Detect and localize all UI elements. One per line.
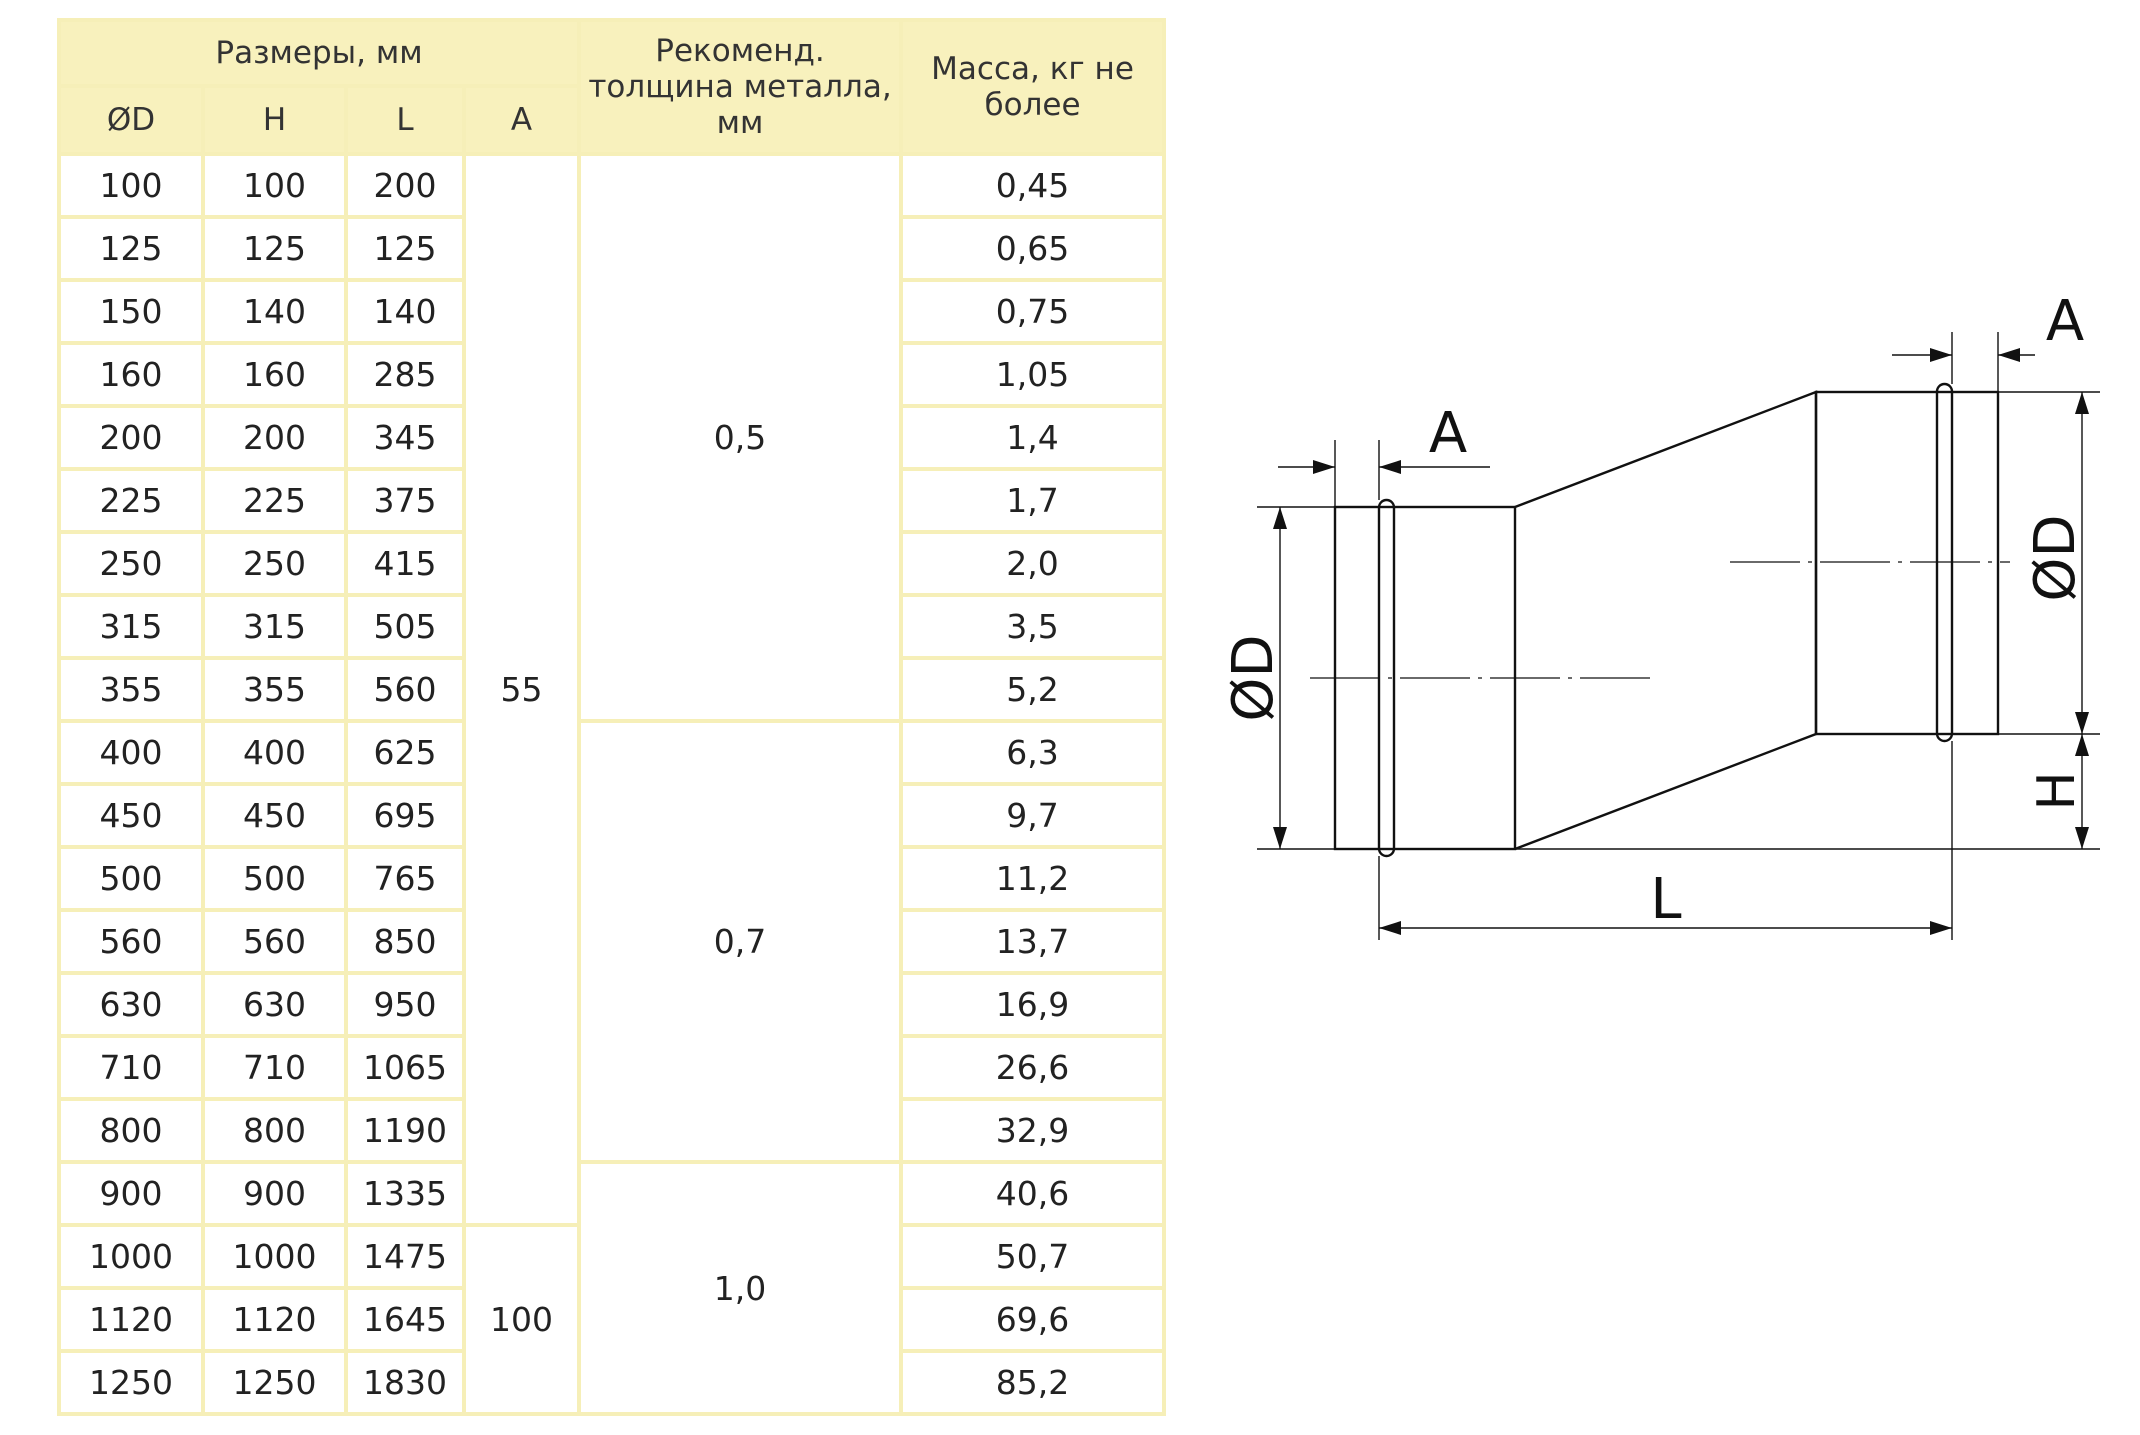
cell-l: 765 (346, 847, 464, 910)
cell-thickness: 1,0 (579, 1162, 901, 1414)
cell-h: 250 (203, 532, 346, 595)
cell-h: 100 (203, 154, 346, 217)
cell-mass: 3,5 (901, 595, 1164, 658)
cell-l: 345 (346, 406, 464, 469)
cell-mass: 0,45 (901, 154, 1164, 217)
spec-table (57, 18, 1166, 1416)
cell-l: 560 (346, 658, 464, 721)
cell-mass: 5,2 (901, 658, 1164, 721)
cell-l: 625 (346, 721, 464, 784)
mass-header: Масса, кг не более (901, 20, 1164, 154)
reducer-drawing (1221, 289, 2135, 960)
cell-h: 800 (203, 1099, 346, 1162)
table-body (59, 154, 1164, 1414)
cone-section (1515, 392, 1816, 849)
cell-a: 100 (464, 1225, 579, 1414)
cell-d: 800 (59, 1099, 203, 1162)
col-header-d: ØD (59, 86, 203, 154)
cell-l: 415 (346, 532, 464, 595)
col-header-h: H (203, 86, 346, 154)
table-row (59, 721, 1164, 784)
cell-mass: 69,6 (901, 1288, 1164, 1351)
dimensions-header: Размеры, мм (59, 20, 579, 86)
cell-mass: 1,7 (901, 469, 1164, 532)
cell-h: 1000 (203, 1225, 346, 1288)
cell-mass: 9,7 (901, 784, 1164, 847)
cell-l: 375 (346, 469, 464, 532)
cell-d: 450 (59, 784, 203, 847)
label-a-left: A (1428, 401, 1468, 466)
cell-h: 1250 (203, 1351, 346, 1414)
cell-d: 1120 (59, 1288, 203, 1351)
cell-h: 160 (203, 343, 346, 406)
arrowheads (1273, 348, 2089, 935)
cell-d: 400 (59, 721, 203, 784)
cell-d: 150 (59, 280, 203, 343)
cell-mass: 1,4 (901, 406, 1164, 469)
cell-h: 450 (203, 784, 346, 847)
cell-mass: 11,2 (901, 847, 1164, 910)
cell-h: 225 (203, 469, 346, 532)
cell-d: 1000 (59, 1225, 203, 1288)
cell-d: 1250 (59, 1351, 203, 1414)
cell-l: 1830 (346, 1351, 464, 1414)
cell-mass: 0,65 (901, 217, 1164, 280)
cell-d: 160 (59, 343, 203, 406)
cell-h: 1120 (203, 1288, 346, 1351)
cell-mass: 26,6 (901, 1036, 1164, 1099)
cell-h: 355 (203, 658, 346, 721)
cell-l: 950 (346, 973, 464, 1036)
cell-d: 900 (59, 1162, 203, 1225)
cell-h: 630 (203, 973, 346, 1036)
cell-h: 560 (203, 910, 346, 973)
label-h: H (2027, 771, 2087, 811)
dimension-lines (1257, 332, 2100, 940)
cell-l: 1645 (346, 1288, 464, 1351)
cell-h: 900 (203, 1162, 346, 1225)
cell-h: 125 (203, 217, 346, 280)
right-pipe (1816, 392, 1998, 734)
label-l: L (1650, 867, 1682, 932)
cell-mass: 40,6 (901, 1162, 1164, 1225)
cell-l: 125 (346, 217, 464, 280)
cell-d: 100 (59, 154, 203, 217)
cell-d: 125 (59, 217, 203, 280)
cell-mass: 85,2 (901, 1351, 1164, 1414)
cell-l: 695 (346, 784, 464, 847)
cell-d: 200 (59, 406, 203, 469)
table-row (59, 1162, 1164, 1225)
cell-thickness: 0,7 (579, 721, 901, 1162)
cell-h: 140 (203, 280, 346, 343)
cell-l: 505 (346, 595, 464, 658)
cell-l: 285 (346, 343, 464, 406)
cell-mass: 16,9 (901, 973, 1164, 1036)
label-d-right: ØD (2023, 514, 2088, 602)
cell-l: 1190 (346, 1099, 464, 1162)
cell-d: 315 (59, 595, 203, 658)
cell-thickness: 0,5 (579, 154, 901, 721)
cell-mass: 6,3 (901, 721, 1164, 784)
cell-l: 1335 (346, 1162, 464, 1225)
cell-h: 710 (203, 1036, 346, 1099)
cell-h: 500 (203, 847, 346, 910)
cell-mass: 32,9 (901, 1099, 1164, 1162)
cell-l: 1475 (346, 1225, 464, 1288)
cell-mass: 50,7 (901, 1225, 1164, 1288)
label-a-right: A (2045, 289, 2085, 354)
cell-a: 55 (464, 154, 579, 1225)
cell-mass: 13,7 (901, 910, 1164, 973)
cell-d: 225 (59, 469, 203, 532)
cell-h: 315 (203, 595, 346, 658)
cell-h: 200 (203, 406, 346, 469)
table-row (59, 154, 1164, 217)
cell-l: 140 (346, 280, 464, 343)
col-header-l: L (346, 86, 464, 154)
cell-d: 500 (59, 847, 203, 910)
thickness-header: Рекоменд. толщина металла, мм (579, 20, 901, 154)
cell-mass: 0,75 (901, 280, 1164, 343)
cell-d: 630 (59, 973, 203, 1036)
cell-d: 710 (59, 1036, 203, 1099)
cell-h: 400 (203, 721, 346, 784)
cell-mass: 1,05 (901, 343, 1164, 406)
cell-d: 560 (59, 910, 203, 973)
col-header-a: A (464, 86, 579, 154)
label-d-left: ØD (1221, 634, 1286, 722)
cell-l: 200 (346, 154, 464, 217)
cell-mass: 2,0 (901, 532, 1164, 595)
cell-d: 355 (59, 658, 203, 721)
center-lines (1310, 562, 2010, 678)
cell-d: 250 (59, 532, 203, 595)
cell-l: 850 (346, 910, 464, 973)
cell-l: 1065 (346, 1036, 464, 1099)
